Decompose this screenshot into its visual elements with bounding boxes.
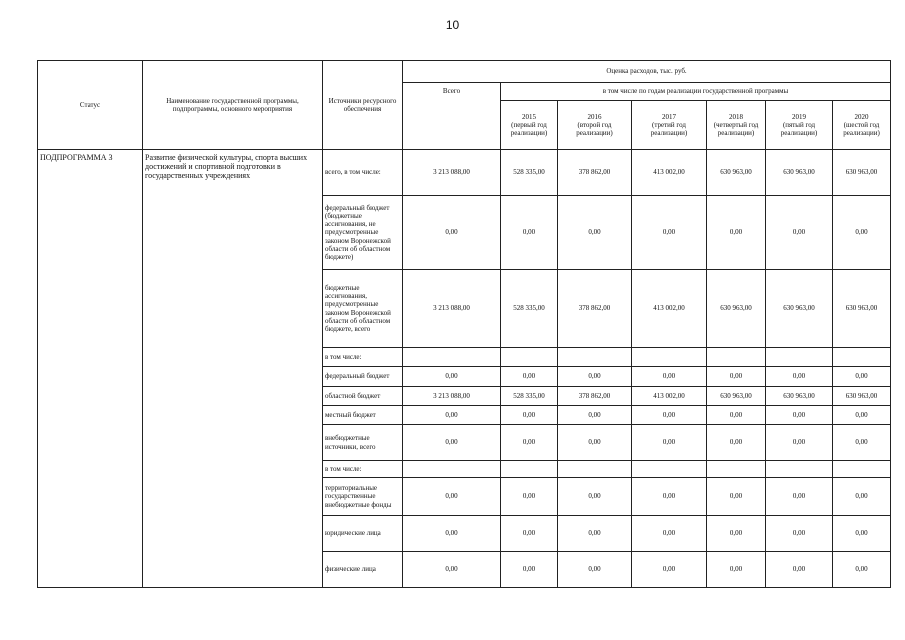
funding-source: юридические лица bbox=[323, 516, 403, 552]
value-year-2020: 0,00 bbox=[833, 552, 891, 588]
page-number: 10 bbox=[445, 18, 460, 32]
value-total: 3 213 088,00 bbox=[403, 270, 501, 348]
value-year-2020: 630 963,00 bbox=[833, 387, 891, 406]
program-name: Развитие физической культуры, спорта высших достижений и спортивной подготовки в государственных учреждениях bbox=[143, 150, 323, 588]
value-year-2018: 630 963,00 bbox=[707, 387, 766, 406]
header-year-label: (шестой год реализации) bbox=[843, 120, 880, 138]
value-year-2017: 413 002,00 bbox=[632, 150, 707, 196]
value-total bbox=[403, 348, 501, 367]
value-year-2019: 630 963,00 bbox=[766, 387, 833, 406]
value-total: 0,00 bbox=[403, 406, 501, 425]
value-year-2017 bbox=[632, 461, 707, 478]
header-program-name: Наименование государственной программы, подпрограммы, основного мероприятия bbox=[143, 61, 323, 150]
value-year-2020: 0,00 bbox=[833, 478, 891, 516]
value-year-2019 bbox=[766, 461, 833, 478]
value-year-2017: 0,00 bbox=[632, 425, 707, 461]
table-row bbox=[38, 150, 891, 196]
value-year-2017: 413 002,00 bbox=[632, 387, 707, 406]
value-year-2015 bbox=[501, 461, 558, 478]
header-year-number: 2016 bbox=[587, 112, 602, 121]
value-total: 0,00 bbox=[403, 367, 501, 387]
funding-source: в том числе: bbox=[323, 348, 403, 367]
value-year-2020: 630 963,00 bbox=[833, 270, 891, 348]
value-year-2016: 378 862,00 bbox=[558, 150, 632, 196]
budget-table bbox=[37, 60, 891, 588]
value-year-2020: 630 963,00 bbox=[833, 150, 891, 196]
funding-source: федеральный бюджет bbox=[323, 367, 403, 387]
value-year-2015: 0,00 bbox=[501, 552, 558, 588]
value-year-2015: 528 335,00 bbox=[501, 270, 558, 348]
header-year-label: (четвертый год реализации) bbox=[713, 120, 759, 138]
value-year-2018: 0,00 bbox=[707, 196, 766, 270]
budget-table-body bbox=[38, 61, 891, 588]
value-year-2019 bbox=[766, 348, 833, 367]
value-year-2019: 630 963,00 bbox=[766, 150, 833, 196]
value-year-2016 bbox=[558, 461, 632, 478]
funding-source: территориальные государственные внебюджетные фонды bbox=[323, 478, 403, 516]
header-cost-estimate: Оценка расходов, тыс. руб. bbox=[403, 61, 891, 83]
value-year-2020: 0,00 bbox=[833, 406, 891, 425]
value-year-2018 bbox=[707, 461, 766, 478]
value-total: 0,00 bbox=[403, 478, 501, 516]
header-year-label: (второй год реализации) bbox=[576, 120, 613, 138]
funding-source: физические лица bbox=[323, 552, 403, 588]
value-year-2017: 413 002,00 bbox=[632, 270, 707, 348]
value-year-2015: 0,00 bbox=[501, 478, 558, 516]
value-year-2020 bbox=[833, 461, 891, 478]
value-year-2017: 0,00 bbox=[632, 552, 707, 588]
program-status: ПОДПРОГРАММА 3 bbox=[38, 150, 143, 588]
value-year-2019: 0,00 bbox=[766, 516, 833, 552]
header-year-number: 2020 bbox=[854, 112, 869, 121]
value-year-2018: 0,00 bbox=[707, 478, 766, 516]
value-total: 0,00 bbox=[403, 516, 501, 552]
header-sources: Источники ресурсного обеспечения bbox=[323, 61, 403, 150]
value-year-2016: 0,00 bbox=[558, 196, 632, 270]
value-year-2020: 0,00 bbox=[833, 516, 891, 552]
value-year-2016: 0,00 bbox=[558, 406, 632, 425]
value-year-2018: 0,00 bbox=[707, 367, 766, 387]
value-year-2020 bbox=[833, 348, 891, 367]
value-year-2018: 630 963,00 bbox=[707, 150, 766, 196]
value-year-2015: 0,00 bbox=[501, 196, 558, 270]
value-year-2015: 0,00 bbox=[501, 367, 558, 387]
value-year-2016: 378 862,00 bbox=[558, 387, 632, 406]
funding-source: внебюджетные источники, всего bbox=[323, 425, 403, 461]
value-year-2015: 528 335,00 bbox=[501, 150, 558, 196]
header-total: Всего bbox=[403, 83, 501, 150]
funding-source: бюджетные ассигнования, предусмотренные законом Воронежской области об областном бюджете, всего bbox=[323, 270, 403, 348]
header-status: Статус bbox=[38, 61, 143, 150]
value-year-2019: 0,00 bbox=[766, 406, 833, 425]
value-year-2018: 630 963,00 bbox=[707, 270, 766, 348]
funding-source: областной бюджет bbox=[323, 387, 403, 406]
header-year-2018 bbox=[707, 101, 766, 150]
value-total: 0,00 bbox=[403, 552, 501, 588]
value-year-2019: 0,00 bbox=[766, 478, 833, 516]
value-total: 3 213 088,00 bbox=[403, 150, 501, 196]
value-total: 3 213 088,00 bbox=[403, 387, 501, 406]
value-year-2017: 0,00 bbox=[632, 478, 707, 516]
value-year-2017: 0,00 bbox=[632, 516, 707, 552]
value-year-2016: 0,00 bbox=[558, 552, 632, 588]
header-year-label: (третий год реализации) bbox=[650, 120, 688, 138]
value-year-2016 bbox=[558, 348, 632, 367]
value-year-2018: 0,00 bbox=[707, 425, 766, 461]
header-year-2019 bbox=[766, 101, 833, 150]
value-year-2017 bbox=[632, 348, 707, 367]
header-year-2020 bbox=[833, 101, 891, 150]
value-year-2017: 0,00 bbox=[632, 196, 707, 270]
value-year-2018: 0,00 bbox=[707, 516, 766, 552]
header-year-number: 2018 bbox=[729, 112, 743, 121]
value-year-2020: 0,00 bbox=[833, 367, 891, 387]
header-year-2016 bbox=[558, 101, 632, 150]
value-year-2018: 0,00 bbox=[707, 552, 766, 588]
value-year-2020: 0,00 bbox=[833, 425, 891, 461]
value-year-2016: 0,00 bbox=[558, 367, 632, 387]
value-total: 0,00 bbox=[403, 196, 501, 270]
value-year-2016: 378 862,00 bbox=[558, 270, 632, 348]
funding-source: всего, в том числе: bbox=[323, 150, 403, 196]
value-year-2019: 0,00 bbox=[766, 367, 833, 387]
header-year-label: (пятый год реализации) bbox=[780, 120, 818, 138]
value-year-2015: 0,00 bbox=[501, 516, 558, 552]
funding-source: местный бюджет bbox=[323, 406, 403, 425]
value-year-2015 bbox=[501, 348, 558, 367]
header-year-2015 bbox=[501, 101, 558, 150]
value-year-2015: 0,00 bbox=[501, 406, 558, 425]
value-year-2015: 0,00 bbox=[501, 425, 558, 461]
header-year-2017 bbox=[632, 101, 707, 150]
value-year-2017: 0,00 bbox=[632, 406, 707, 425]
header-year-number: 2015 bbox=[522, 112, 536, 121]
header-year-number: 2019 bbox=[792, 112, 806, 121]
value-total bbox=[403, 461, 501, 478]
value-year-2020: 0,00 bbox=[833, 196, 891, 270]
header-by-years: в том числе по годам реализации государственной программы bbox=[501, 83, 891, 101]
funding-source: в том числе: bbox=[323, 461, 403, 478]
value-year-2015: 528 335,00 bbox=[501, 387, 558, 406]
value-year-2018 bbox=[707, 348, 766, 367]
value-year-2016: 0,00 bbox=[558, 478, 632, 516]
header-year-label: (первый год реализации) bbox=[510, 120, 548, 138]
value-year-2019: 630 963,00 bbox=[766, 270, 833, 348]
value-year-2019: 0,00 bbox=[766, 425, 833, 461]
value-year-2017: 0,00 bbox=[632, 367, 707, 387]
value-year-2016: 0,00 bbox=[558, 516, 632, 552]
header-row-1 bbox=[38, 61, 891, 83]
value-year-2019: 0,00 bbox=[766, 552, 833, 588]
value-year-2016: 0,00 bbox=[558, 425, 632, 461]
value-total: 0,00 bbox=[403, 425, 501, 461]
header-year-number: 2017 bbox=[662, 112, 676, 121]
funding-source: федеральный бюджет (бюджетные ассигнования, не предусмотренные законом Воронежской области об областном бюджете) bbox=[323, 196, 403, 270]
value-year-2018: 0,00 bbox=[707, 406, 766, 425]
value-year-2019: 0,00 bbox=[766, 196, 833, 270]
